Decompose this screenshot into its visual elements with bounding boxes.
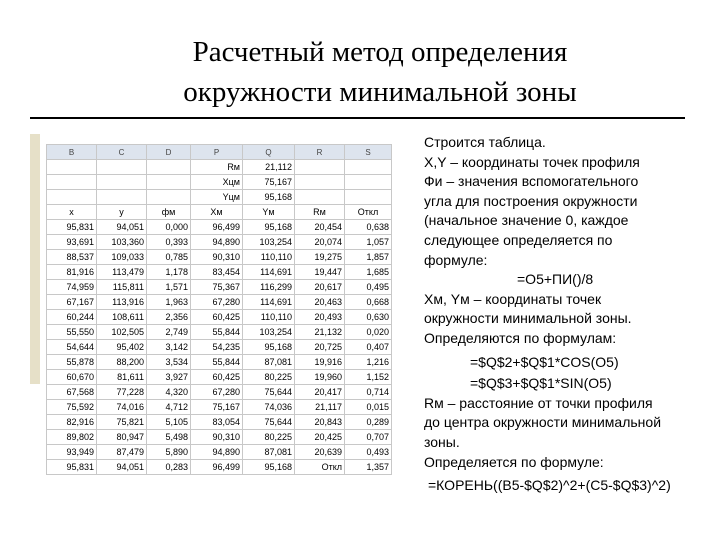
table-cell: 20,617 — [295, 280, 345, 295]
header-cell: Xм — [191, 205, 243, 220]
table-cell: 93,691 — [47, 235, 97, 250]
table-cell: 55,844 — [191, 325, 243, 340]
table-cell: 0,785 — [147, 250, 191, 265]
empty-cell — [345, 175, 392, 190]
desc-line: зоны. — [424, 433, 460, 450]
table-row — [47, 325, 392, 340]
table-cell: 95,168 — [243, 220, 295, 235]
table-cell: 74,959 — [47, 280, 97, 295]
table-cell: 67,280 — [191, 385, 243, 400]
table-row — [47, 265, 392, 280]
table-header-row — [47, 205, 392, 220]
table-cell: 94,890 — [191, 235, 243, 250]
param-value: 21,112 — [243, 160, 295, 175]
table-cell: 55,844 — [191, 355, 243, 370]
formula-ym: =$Q$3+$Q$1*SIN(O5) — [470, 375, 612, 392]
table-cell: 60,425 — [191, 370, 243, 385]
empty-cell — [345, 160, 392, 175]
desc-line: угла для построения окружности — [424, 192, 638, 209]
table-cell: 0,393 — [147, 235, 191, 250]
column-letter: B — [47, 145, 97, 160]
table-cell: 20,454 — [295, 220, 345, 235]
table-cell: 20,843 — [295, 415, 345, 430]
table-cell: 1,685 — [345, 265, 392, 280]
table-cell: 20,639 — [295, 445, 345, 460]
table-cell: 94,890 — [191, 445, 243, 460]
table-cell: 109,033 — [97, 250, 147, 265]
table-cell: 80,947 — [97, 430, 147, 445]
formula-xm: =$Q$2+$Q$1*COS(O5) — [470, 353, 619, 370]
table-cell: 21,117 — [295, 400, 345, 415]
table-cell: 1,857 — [345, 250, 392, 265]
param-value: 75,167 — [243, 175, 295, 190]
table-cell: 20,425 — [295, 430, 345, 445]
spreadsheet-image — [46, 144, 391, 480]
table-cell: 83,454 — [191, 265, 243, 280]
table-cell: 0,495 — [345, 280, 392, 295]
table-cell: 54,644 — [47, 340, 97, 355]
table-cell: 1,963 — [147, 295, 191, 310]
desc-line: Строится таблица. — [424, 134, 546, 150]
table-cell: 4,712 — [147, 400, 191, 415]
table-cell: 103,254 — [243, 325, 295, 340]
param-row — [47, 190, 392, 205]
table-cell: 5,105 — [147, 415, 191, 430]
table-row — [47, 370, 392, 385]
slide-title — [60, 32, 700, 112]
param-label: Yцм — [191, 190, 243, 205]
table-cell: 114,691 — [243, 265, 295, 280]
table-cell: 0,015 — [345, 400, 392, 415]
description-text — [424, 133, 714, 496]
title-divider — [30, 117, 685, 119]
table-cell: 114,691 — [243, 295, 295, 310]
table-cell: 75,821 — [97, 415, 147, 430]
table-row — [47, 310, 392, 325]
empty-cell — [295, 175, 345, 190]
table-cell: 0,707 — [345, 430, 392, 445]
empty-cell — [47, 175, 97, 190]
table-cell: 60,670 — [47, 370, 97, 385]
table-cell: 20,725 — [295, 340, 345, 355]
desc-line: формуле: — [424, 251, 488, 268]
table-cell: 87,479 — [97, 445, 147, 460]
accent-bar — [30, 134, 40, 384]
desc-line: окружности минимальной зоны. — [424, 310, 632, 327]
table-cell: 80,225 — [243, 370, 295, 385]
table-cell: 95,402 — [97, 340, 147, 355]
table-cell: 3,142 — [147, 340, 191, 355]
empty-cell — [97, 175, 147, 190]
table-cell: 95,831 — [47, 220, 97, 235]
header-cell: Yм — [243, 205, 295, 220]
param-label: Rм — [191, 160, 243, 175]
table-cell: 95,831 — [47, 460, 97, 475]
empty-cell — [147, 160, 191, 175]
table-cell: 19,275 — [295, 250, 345, 265]
table-cell: 20,463 — [295, 295, 345, 310]
table-cell: 19,916 — [295, 355, 345, 370]
table-cell: 0,000 — [147, 220, 191, 235]
desc-line: Определяется по формуле: — [424, 453, 604, 470]
table-row — [47, 445, 392, 460]
table-cell: 113,916 — [97, 295, 147, 310]
table-row — [47, 415, 392, 430]
empty-cell — [147, 175, 191, 190]
table-cell: 81,916 — [47, 265, 97, 280]
table-cell: 88,200 — [97, 355, 147, 370]
table-cell: 4,320 — [147, 385, 191, 400]
table-row — [47, 460, 392, 475]
table-cell: 19,447 — [295, 265, 345, 280]
header-cell: Rм — [295, 205, 345, 220]
table-cell: Откл — [295, 460, 345, 475]
table-cell: 0,630 — [345, 310, 392, 325]
table-cell: 1,216 — [345, 355, 392, 370]
column-letter: P — [191, 145, 243, 160]
table-cell: 0,407 — [345, 340, 392, 355]
param-label: Xцм — [191, 175, 243, 190]
table-cell: 55,550 — [47, 325, 97, 340]
table-cell: 1,571 — [147, 280, 191, 295]
table-cell: 94,051 — [97, 220, 147, 235]
table-cell: 0,668 — [345, 295, 392, 310]
table-cell: 74,016 — [97, 400, 147, 415]
table-cell: 94,051 — [97, 460, 147, 475]
table-row — [47, 235, 392, 250]
column-letter: Q — [243, 145, 295, 160]
desc-line: Rм – расстояние от точки профиля — [424, 394, 653, 411]
table-row — [47, 340, 392, 355]
table-cell: 87,081 — [243, 355, 295, 370]
table-cell: 54,235 — [191, 340, 243, 355]
table-cell: 67,568 — [47, 385, 97, 400]
table-cell: 110,110 — [243, 250, 295, 265]
table-cell: 75,644 — [243, 415, 295, 430]
desc-line: Фи – значения вспомогательного — [424, 173, 639, 190]
table-cell: 115,811 — [97, 280, 147, 295]
table-cell: 93,949 — [47, 445, 97, 460]
table-cell: 96,499 — [191, 220, 243, 235]
table-cell: 90,310 — [191, 430, 243, 445]
table-cell: 5,890 — [147, 445, 191, 460]
table-row — [47, 400, 392, 415]
table-cell: 0,638 — [345, 220, 392, 235]
table-cell: 95,168 — [243, 460, 295, 475]
table-row — [47, 385, 392, 400]
formula-angle: =O5+ПИ()/8 — [517, 271, 594, 288]
desc-line: (начальное значение 0, каждое — [424, 212, 629, 229]
title-line-2: окружности минимальной зоны — [183, 76, 577, 108]
table-cell: 96,499 — [191, 460, 243, 475]
table-cell: 3,927 — [147, 370, 191, 385]
empty-cell — [97, 190, 147, 205]
desc-line: Xм, Yм – координаты точек — [424, 290, 602, 307]
table-cell: 81,611 — [97, 370, 147, 385]
table-cell: 113,479 — [97, 265, 147, 280]
table-row — [47, 295, 392, 310]
column-letter: S — [345, 145, 392, 160]
table-cell: 83,054 — [191, 415, 243, 430]
table-cell: 75,644 — [243, 385, 295, 400]
table-cell: 60,244 — [47, 310, 97, 325]
table-cell: 75,592 — [47, 400, 97, 415]
table-cell: 110,110 — [243, 310, 295, 325]
desc-line: X,Y – координаты точек профиля — [424, 153, 640, 170]
table-cell: 19,960 — [295, 370, 345, 385]
empty-cell — [295, 190, 345, 205]
column-letter: R — [295, 145, 345, 160]
table-cell: 75,167 — [191, 400, 243, 415]
table-row — [47, 430, 392, 445]
empty-cell — [295, 160, 345, 175]
empty-cell — [47, 160, 97, 175]
table-cell: 67,280 — [191, 295, 243, 310]
table-cell: 74,036 — [243, 400, 295, 415]
header-cell: фм — [147, 205, 191, 220]
table-cell: 20,493 — [295, 310, 345, 325]
column-letter: D — [147, 145, 191, 160]
table-cell: 80,225 — [243, 430, 295, 445]
table-cell: 20,417 — [295, 385, 345, 400]
table-cell: 2,356 — [147, 310, 191, 325]
table-cell: 95,168 — [243, 340, 295, 355]
column-letter: C — [97, 145, 147, 160]
empty-cell — [147, 190, 191, 205]
desc-line: до центра окружности минимальной — [424, 414, 662, 431]
table-cell: 89,802 — [47, 430, 97, 445]
table-row — [47, 355, 392, 370]
table-cell: 3,534 — [147, 355, 191, 370]
table-cell: 103,254 — [243, 235, 295, 250]
table-cell: 0,020 — [345, 325, 392, 340]
empty-cell — [47, 190, 97, 205]
table-row — [47, 220, 392, 235]
table-cell: 102,505 — [97, 325, 147, 340]
table-cell: 1,152 — [345, 370, 392, 385]
table-cell: 1,357 — [345, 460, 392, 475]
table-cell: 0,283 — [147, 460, 191, 475]
table-cell: 90,310 — [191, 250, 243, 265]
table-cell: 108,611 — [97, 310, 147, 325]
param-row — [47, 160, 392, 175]
table-cell: 20,074 — [295, 235, 345, 250]
table-cell: 82,916 — [47, 415, 97, 430]
param-row — [47, 175, 392, 190]
table-cell: 75,367 — [191, 280, 243, 295]
table-cell: 1,178 — [147, 265, 191, 280]
param-value: 95,168 — [243, 190, 295, 205]
table-row — [47, 280, 392, 295]
formula-rm: =КОРЕНЬ((B5-$Q$2)^2+(C5-$Q$3)^2) — [428, 477, 671, 494]
table-cell: 5,498 — [147, 430, 191, 445]
spreadsheet-table — [46, 144, 392, 475]
header-cell: y — [97, 205, 147, 220]
header-cell: Откл — [345, 205, 392, 220]
table-row — [47, 250, 392, 265]
table-cell: 88,537 — [47, 250, 97, 265]
table-cell: 0,493 — [345, 445, 392, 460]
table-cell: 0,289 — [345, 415, 392, 430]
desc-line: Определяются по формулам: — [424, 329, 617, 346]
title-line-1: Расчетный метод определения — [192, 36, 568, 68]
table-cell: 21,132 — [295, 325, 345, 340]
table-cell: 2,749 — [147, 325, 191, 340]
table-cell: 67,167 — [47, 295, 97, 310]
table-cell: 103,360 — [97, 235, 147, 250]
table-cell: 1,057 — [345, 235, 392, 250]
table-cell: 0,714 — [345, 385, 392, 400]
table-cell: 87,081 — [243, 445, 295, 460]
column-header-row — [47, 145, 392, 160]
empty-cell — [345, 190, 392, 205]
desc-line: следующее определяется по — [424, 231, 613, 248]
table-cell: 55,878 — [47, 355, 97, 370]
table-cell: 116,299 — [243, 280, 295, 295]
empty-cell — [97, 160, 147, 175]
table-cell: 60,425 — [191, 310, 243, 325]
header-cell: x — [47, 205, 97, 220]
table-cell: 77,228 — [97, 385, 147, 400]
